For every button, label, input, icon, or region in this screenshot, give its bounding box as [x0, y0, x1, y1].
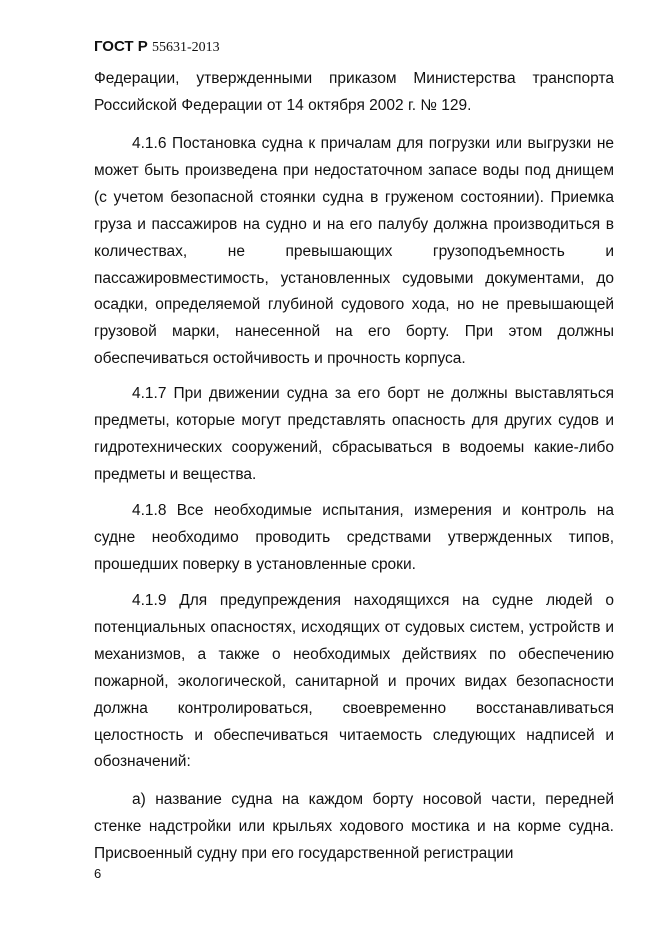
paragraph-item-a: а) название судна на каждом борту носовой части, передней стенке надстройки или крыльях ходового мостика и на корме судна. Присвоенный судну при его государственной регистрации: [94, 791, 614, 862]
paragraph-4-1-6: 4.1.6 Постановка судна к причалам для погрузки или выгрузки не может быть произведена при недостаточном запасе воды под днищем (с учетом безопасной стоянки судна в груженом состоянии). Приемка груза и пассажиров на судно и на его палубу должна производиться в количествах, не превышающих грузоподъемность и пассажировместимость, установленных судовыми документами, до осадки, определяемой глубиной судового хода, но не превышающей грузовой марки, нанесенной на его борту. При этом должны обеспечиваться остойчивость и прочность корпуса.: [94, 135, 614, 368]
paragraph-4-1-8: 4.1.8 Все необходимые испытания, измерения и контроль на судне необходимо проводить средствами утвержденных типов, прошедших поверку в установленные сроки.: [94, 502, 614, 573]
page-number: 6: [94, 866, 102, 881]
paragraph-continuation: Федерации, утвержденными приказом Министерства транспорта Российской Федерации от 14 октября 2002 г. № 129.: [94, 70, 614, 114]
paragraph-4-1-9: 4.1.9 Для предупреждения находящихся на судне людей о потенциальных опасностях, исходящих от судовых систем, устройств и механизмов, а также о необходимых действиях по обеспечению пожарной, экологической, санитарной и прочих видах безопасности должна контролироваться, своевременно восстанавливаться целостность и обеспечиваться читаемость следующих надписей и обозначений:: [94, 592, 614, 771]
standard-number: 55631-2013: [151, 40, 220, 55]
paragraph-4-1-7: 4.1.7 При движении судна за его борт не должны выставляться предметы, которые могут представлять опасность для других судов и гидротехнических сооружений, сбрасываться в водоемы какие-либо предметы и вещества.: [94, 385, 614, 483]
body-text: [94, 66, 614, 120]
clause-4-1-8: [94, 498, 614, 579]
document-header: [94, 37, 220, 58]
clause-4-1-7: [94, 381, 614, 489]
clause-4-1-6: [94, 131, 614, 373]
clause-4-1-9: [94, 588, 614, 776]
item-a: [94, 787, 614, 868]
standard-prefix: ГОСТ Р: [94, 38, 148, 55]
